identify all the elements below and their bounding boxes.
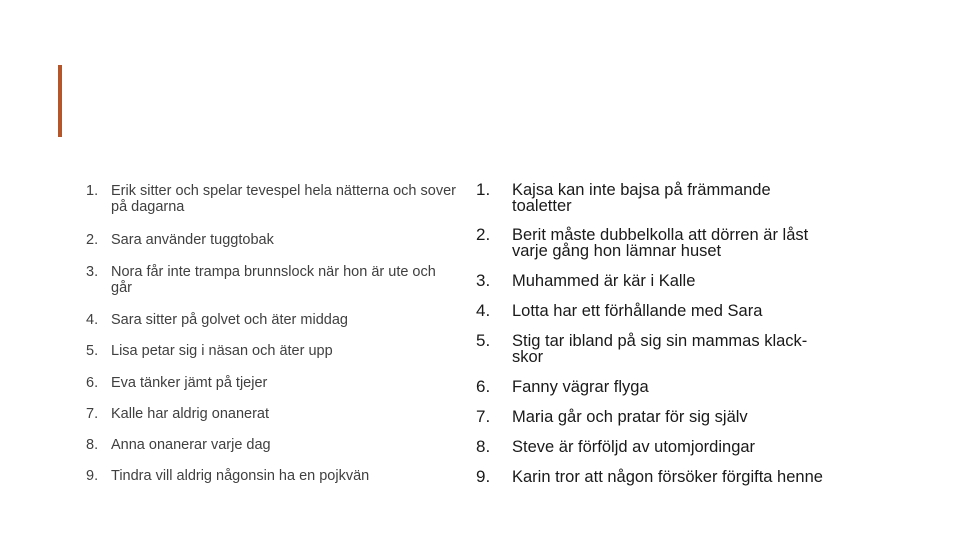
list-item: [86, 406, 456, 422]
list-number: 8.: [476, 437, 491, 456]
list-item: [476, 379, 826, 395]
list-text: Erik sitter och spelar tevespel hela nätterna och sover på dagarna: [111, 183, 456, 215]
list-text: Maria går och pratar för sig själv: [512, 408, 748, 426]
list-number: 3.: [86, 264, 99, 280]
list-item: [476, 409, 826, 425]
list-number: 5.: [86, 343, 99, 359]
list-item: [86, 343, 456, 359]
list-item: [86, 437, 456, 453]
list-number: 4.: [476, 301, 491, 320]
list-text: Anna onanerar varje dag: [111, 437, 271, 453]
list-item: [86, 312, 456, 328]
list-item: [86, 468, 456, 484]
list-text: Karin tror att någon försöker förgifta henne: [512, 468, 823, 486]
list-item: [476, 469, 826, 485]
list-text: Lotta har ett förhållande med Sara: [512, 302, 763, 320]
list-text: Stig tar ibland på sig sin mammas klack-skor: [512, 332, 808, 366]
list-number: 6.: [86, 375, 99, 391]
list-number: 7.: [476, 407, 491, 426]
list-text: Sara använder tuggtobak: [111, 232, 274, 248]
list-number: 1.: [476, 180, 491, 199]
list-item: [476, 273, 826, 289]
list-text: Kajsa kan inte bajsa på främmande toaletter: [512, 181, 771, 215]
list-number: 7.: [86, 406, 99, 422]
accent-bar: [58, 65, 62, 137]
list-item: [476, 303, 826, 319]
list-text: Nora får inte trampa brunnslock när hon är ute och går: [111, 264, 436, 296]
list-number: 3.: [476, 271, 491, 290]
list-text: Kalle har aldrig onanerat: [111, 406, 269, 422]
list-item: [476, 439, 826, 455]
list-number: 6.: [476, 377, 491, 396]
list-number: 4.: [86, 312, 99, 328]
list-item: [86, 264, 456, 296]
list-number: 9.: [476, 467, 491, 486]
list-text: Eva tänker jämt på tjejer: [111, 375, 268, 391]
list-number: 1.: [86, 183, 99, 199]
list-text: Tindra vill aldrig någonsin ha en pojkvän: [111, 468, 370, 484]
list-text: Steve är förföljd av utomjordingar: [512, 438, 756, 456]
list-text: Muhammed är kär i Kalle: [512, 272, 696, 290]
list-text: Sara sitter på golvet och äter middag: [111, 312, 348, 328]
list-number: 2.: [86, 232, 99, 248]
list-item: [86, 375, 456, 391]
list-number: 8.: [86, 437, 99, 453]
list-item: [476, 182, 826, 214]
list-number: 5.: [476, 331, 491, 350]
list-item: [86, 183, 456, 215]
list-item: [86, 232, 456, 248]
list-number: 9.: [86, 468, 99, 484]
list-item: [476, 227, 826, 259]
list-number: 2.: [476, 225, 491, 244]
list-text: Fanny vägrar flyga: [512, 378, 649, 396]
list-text: Berit måste dubbelkolla att dörren är låst varje gång hon lämnar huset: [512, 226, 809, 260]
list-text: Lisa petar sig i näsan och äter upp: [111, 343, 333, 359]
list-item: [476, 333, 826, 365]
